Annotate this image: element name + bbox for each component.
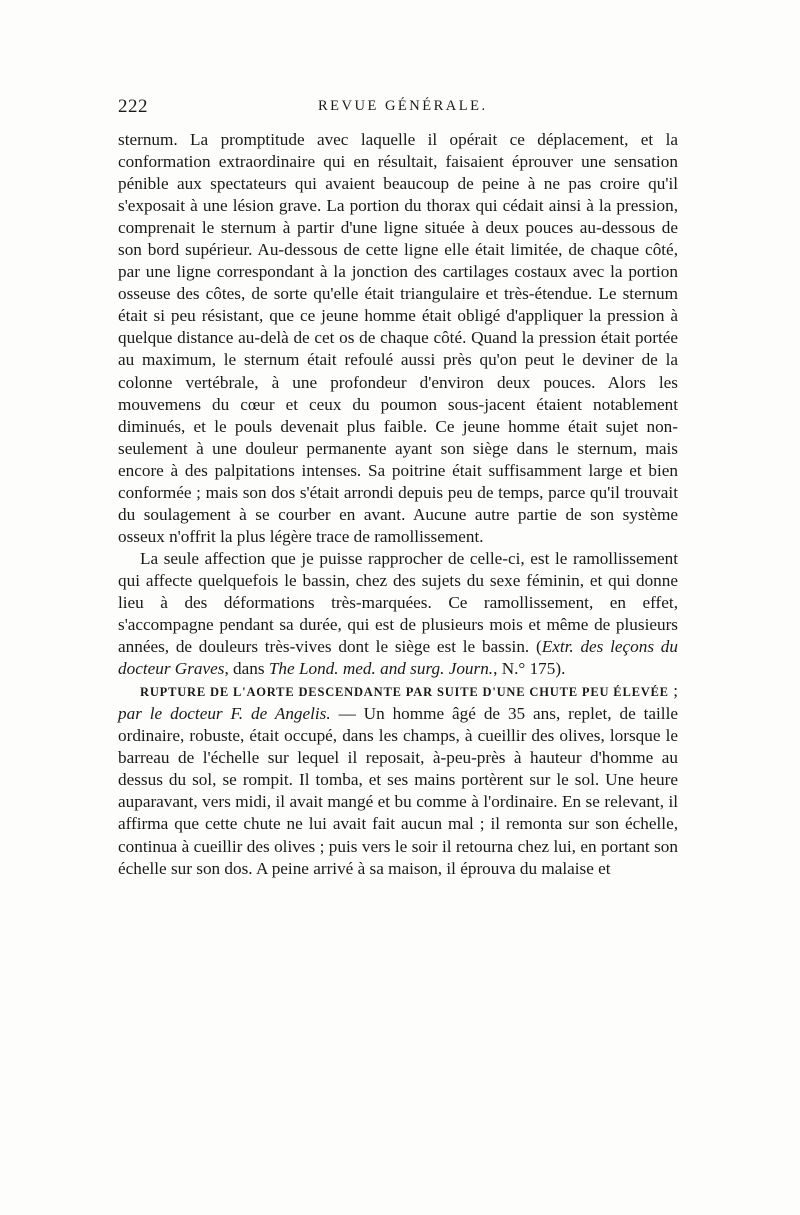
running-title: REVUE GÉNÉRALE. <box>318 98 488 114</box>
article-author: par le docteur F. de Angelis. <box>118 704 331 724</box>
article-text: — Un homme âgé de 35 ans, replet, de taille ordinaire, robuste, était occupé, dans les champs, à cueillir des olives, lorsque le barreau de l'échelle sur lequel il reposait, à-peu-près à hauteur d'homme au dessus du sol, se rompit. Il tomba, et ses mains portèrent sur le sol. Une heure auparavant, vers midi, il avait mangé et bu comme à l'ordinaire. En se relevant, il affirma que cette chute ne lui avait fait aucun mal ; il remonta sur son échelle, continua à cueillir des olives ; puis vers le soir il retourna chez lui, en portant son échelle sur son dos. A peine arrivé à sa maison, il éprouva du malaise et <box>118 704 678 878</box>
paragraph-rupture <box>118 680 678 879</box>
paragraph-text: La seule affection que je puisse rapprocher de celle-ci, est le ramollissement qui affecte quelquefois le bassin, chez des sujets du sexe féminin, et qui donne lieu à des déformations très-marquées. Ce ramollissement, en effet, s'accompagne pendant sa durée, qui est de plusieurs mois et même de plusieurs années, de douleurs très-vives dont le siège est le bassin. ( <box>118 548 678 657</box>
article-heading: RUPTURE DE L'AORTE DESCENDANTE PAR SUITE D'UNE CHUTE PEU ÉLEVÉE <box>140 685 669 700</box>
paragraph-continuation: sternum. La promptitude avec laquelle il opérait ce déplacement, et la conformation extraordinaire qui en résultait, faisaient éprouver une sensation pénible aux spectateurs qui avaient beaucoup de peine à ne pas croire qu'il s'exposait à une lésion grave. La portion du thorax qui cédait ainsi à la pression, comprenait le sternum à partir d'une ligne située à deux pouces au-dessous de son bord supérieur. Au-dessous de cette ligne elle était limitée, de chaque côté, par une ligne correspondant à la jonction des cartilages costaux avec la portion osseuse des côtes, de sorte qu'elle était triangulaire et très-étendue. Le sternum était si peu résistant, que ce jeune homme était obligé d'appliquer la pression à quelque distance au-delà de cet os de chaque côté. Quand la pression était portée au maximum, le sternum était refoulé aussi près qu'on peut le deviner de la colonne vertébrale, à une profondeur d'environ deux pouces. Alors les mouvemens du cœur et ceux du poumon sous-jacent étaient notablement diminués, et le pouls devenait plus faible. Ce jeune homme était sujet non-seulement à une douleur permanente ayant son siège dans le sternum, mais encore à des palpitations intenses. Sa poitrine était suffisamment large et bien conformée ; mais son dos s'était arrondi depuis peu de temps, parce qu'il trouvait du soulagement à se courber en avant. Aucune autre partie de son système osseux n'offrit la plus légère trace de ramollissement. <box>118 130 678 546</box>
citation-connector: , dans <box>224 659 269 679</box>
paragraph-bassin <box>118 548 678 680</box>
body-text <box>118 129 678 880</box>
heading-separator: ; <box>668 681 678 701</box>
page-number: 222 <box>118 96 148 117</box>
citation-number: , N.° 175). <box>493 659 566 679</box>
running-head <box>118 96 678 122</box>
citation-source: Extr. des leçons du docteur Graves <box>118 637 678 679</box>
citation-journal: The Lond. med. and surg. Journ. <box>268 659 494 679</box>
